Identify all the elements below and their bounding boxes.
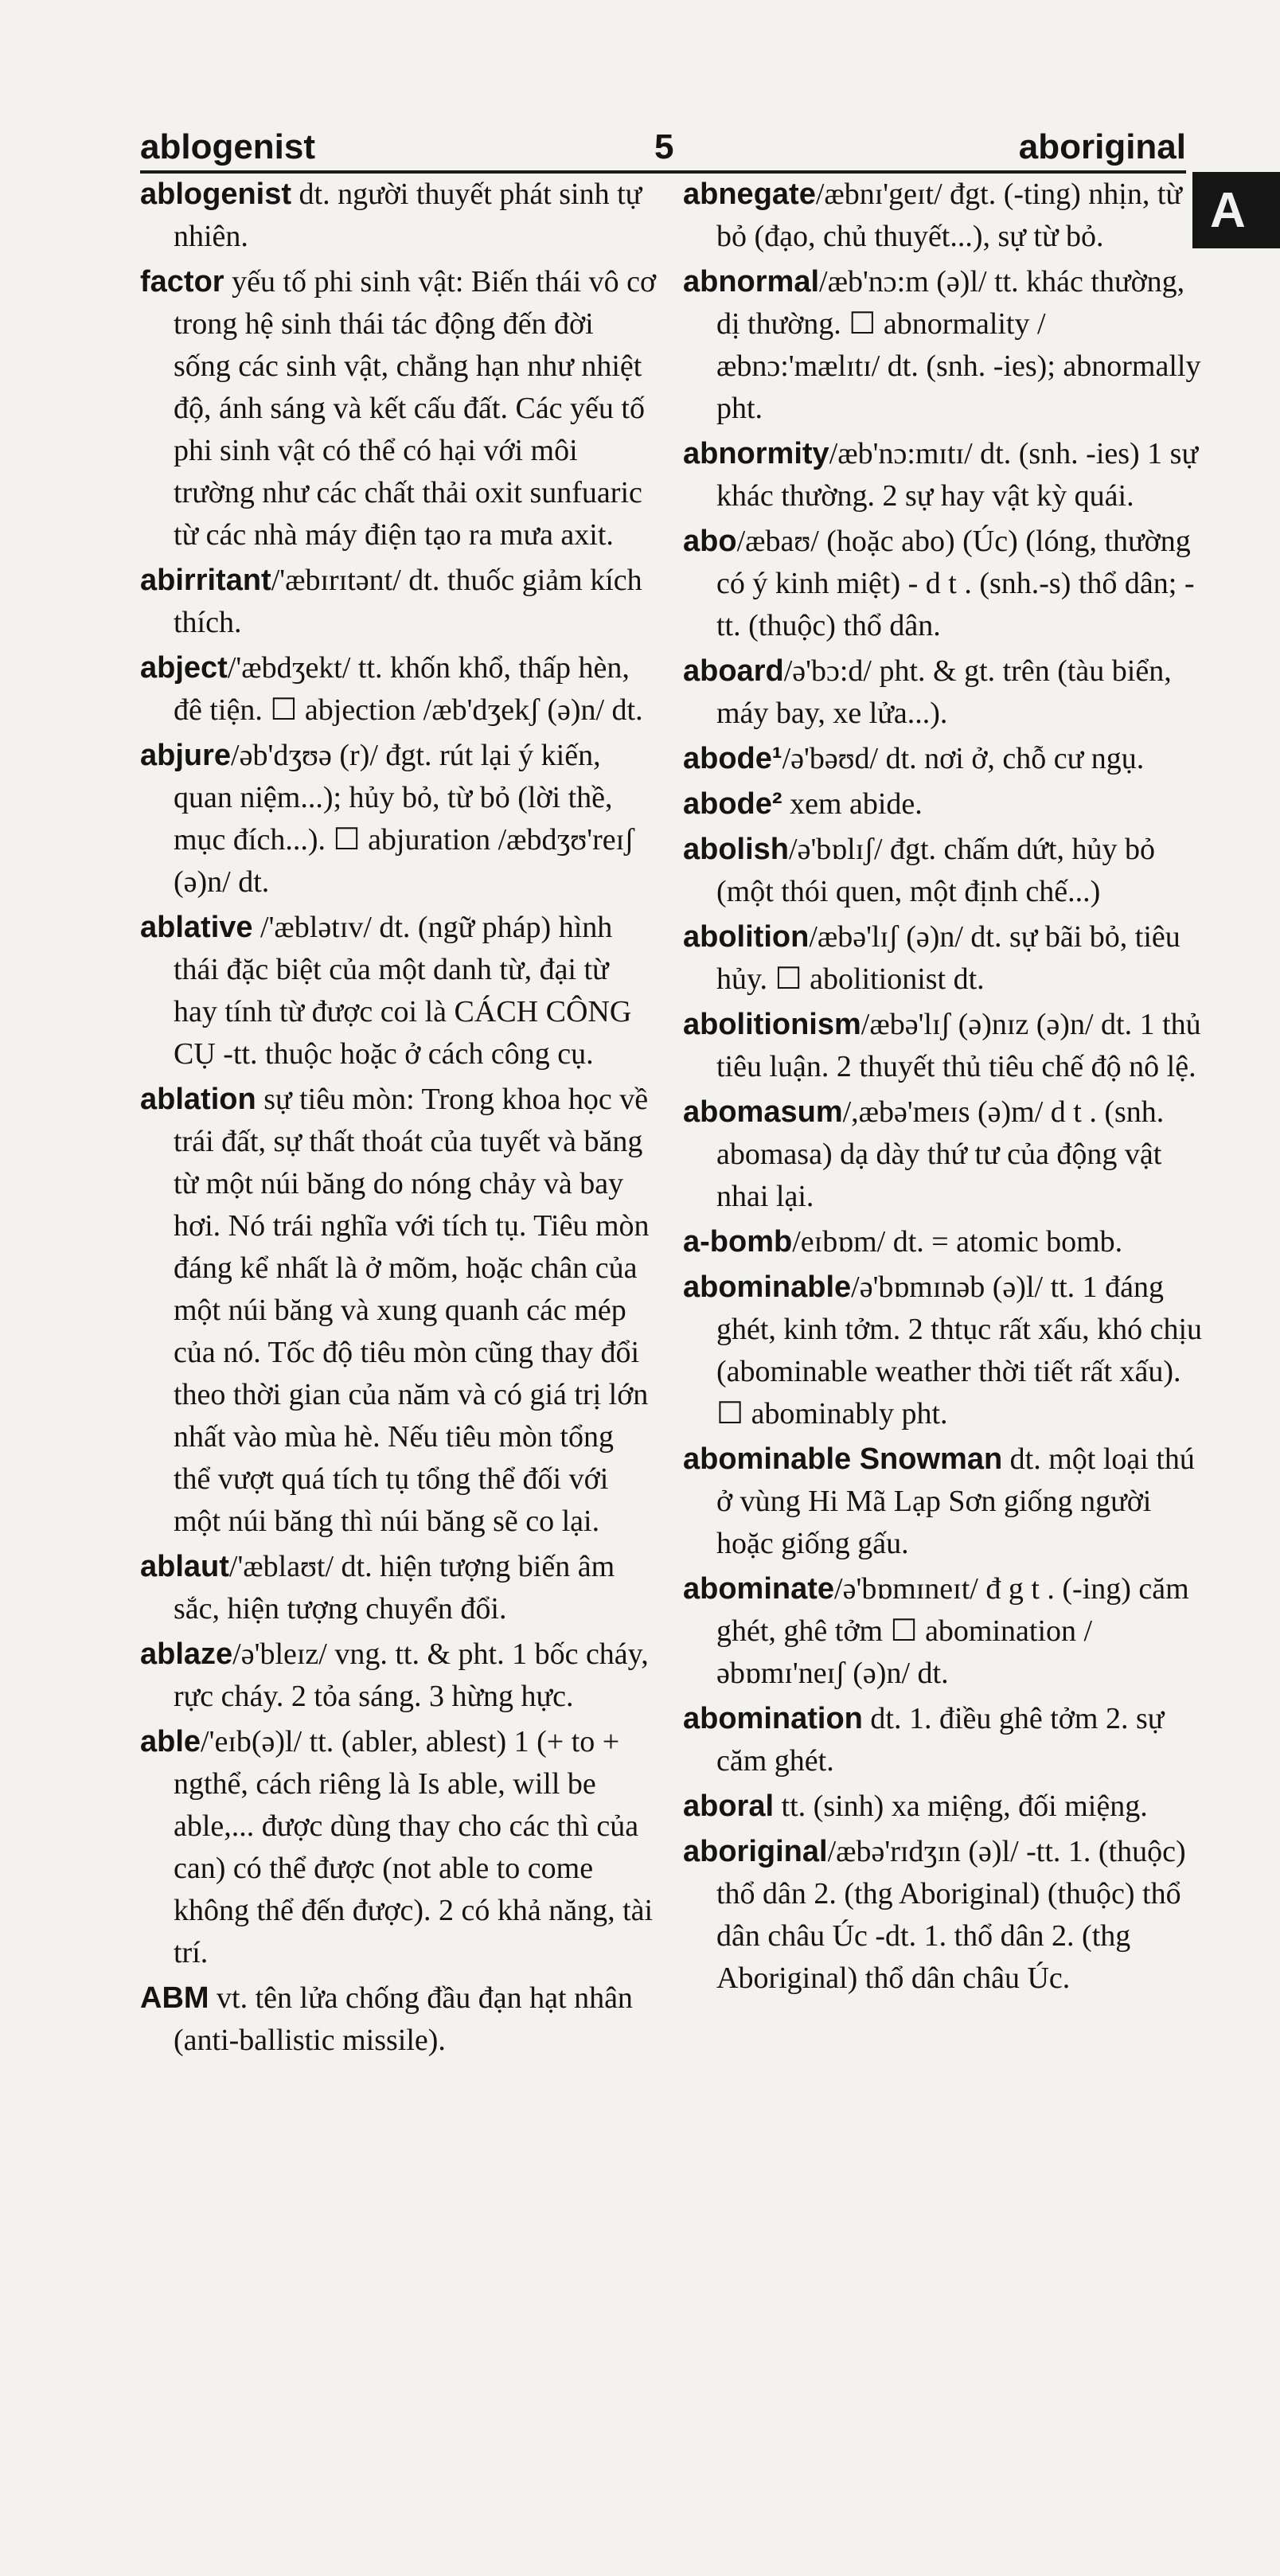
headword: abode¹ xyxy=(683,742,782,775)
headword: aboriginal xyxy=(683,1835,828,1868)
dictionary-entry xyxy=(683,1091,1208,1218)
dictionary-entry xyxy=(683,1267,1208,1435)
definition: /æbaʊ/ (hoặc abo) (Úc) (lóng, thường có ý kinh miệt) - d t . (snh.-s) thổ dân; -tt. (thuộc) thổ dân. xyxy=(716,525,1195,642)
dictionary-entry xyxy=(683,783,1208,825)
definition: sự tiêu mòn: Trong khoa học về trái đất, sự thất thoát của tuyết và băng từ một núi băng do nóng chảy và bay hơi. Nó trái nghĩa với tích tụ. Tiêu mòn đáng kể nhất là ở mõm, hoặc chân của một núi băng và xung quanh các mép của nó. Tốc độ tiêu mòn cũng thay đổi theo thời gian của năm và có giá trị lớn nhất vào mùa hè. Nếu tiêu mòn tổng thể vượt quá tích tụ tổng thể đối với một núi băng thì núi băng sẽ co lại. xyxy=(174,1083,650,1538)
left-guide-word: ablogenist xyxy=(140,127,316,166)
headword: abomasum xyxy=(683,1095,843,1129)
headword: abject xyxy=(140,651,228,685)
right-column xyxy=(683,174,1208,2003)
dictionary-entry xyxy=(683,1786,1208,1828)
left-column xyxy=(140,174,658,2065)
headword: abominate xyxy=(683,1572,835,1606)
dictionary-entry xyxy=(140,1721,658,1974)
dictionary-entry xyxy=(140,647,658,732)
dictionary-entry xyxy=(683,1568,1208,1695)
headword: abolitionism xyxy=(683,1008,861,1041)
definition: /æbə'lɪʃ (ə)n/ dt. sự bãi bỏ, tiêu hủy. ☐ abolitionist dt. xyxy=(716,920,1180,996)
definition: /'æblaʊt/ dt. hiện tượng biến âm sắc, hiện tượng chuyển đổi. xyxy=(174,1550,615,1626)
dictionary-entry xyxy=(140,1546,658,1630)
definition: tt. (sinh) xa miệng, đối miệng. xyxy=(781,1790,1148,1823)
definition: /'æbdʒekt/ tt. khốn khổ, thấp hèn, đê tiện. ☐ abjection /æb'dʒekʃ (ə)n/ dt. xyxy=(174,651,643,727)
dictionary-entry xyxy=(683,1004,1208,1088)
dictionary-entry xyxy=(683,1698,1208,1782)
definition: /æbə'rɪdʒɪn (ə)l/ -tt. 1. (thuộc) thổ dân 2. (thg Aboriginal) (thuộc) thổ dân châu Úc -dt. 1. thổ dân 2. (thg Aboriginal) thổ dân châu Úc. xyxy=(716,1835,1186,1995)
dictionary-entry xyxy=(683,1831,1208,2000)
dictionary-entry xyxy=(683,174,1208,258)
headword: aboral xyxy=(683,1790,775,1823)
headword: aboard xyxy=(683,654,784,688)
definition: /æb'nɔ:mɪtɪ/ dt. (snh. -ies) 1 sự khác thường. 2 sự hay vật kỳ quái. xyxy=(716,437,1199,513)
headword: able xyxy=(140,1725,201,1758)
definition: /'æbɪrɪtənt/ dt. thuốc giảm kích thích. xyxy=(174,564,642,639)
dictionary-entry xyxy=(140,735,658,904)
dictionary-entry xyxy=(140,560,658,644)
thumb-index-tab: A xyxy=(1192,172,1280,248)
headword: abirritant xyxy=(140,564,271,597)
definition: /æbə'lɪʃ (ə)nɪz (ə)n/ dt. 1 thủ tiêu luận. 2 thuyết thủ tiêu chế độ nô lệ. xyxy=(716,1008,1201,1083)
definition: yếu tố phi sinh vật: Biến thái vô cơ trong hệ sinh thái tác động đến đời sống các sinh vật, chẳng hạn như nhiệt độ, ánh sáng và kết cấu đất. Các yếu tố phi sinh vật có thể có hại với môi trường như các chất thải oxit sunfuaric từ các nhà máy điện tạo ra mưa axit. xyxy=(174,265,657,552)
page-header xyxy=(140,119,1186,174)
headword: abnormal xyxy=(683,265,820,299)
dictionary-entry xyxy=(140,907,658,1075)
definition: /ə'bleɪz/ vng. tt. & pht. 1 bốc cháy, rực cháy. 2 tỏa sáng. 3 hừng hực. xyxy=(174,1637,649,1713)
dictionary-entry xyxy=(683,829,1208,913)
right-guide-word: aboriginal xyxy=(1018,127,1186,166)
definition: /ə'bɔ:d/ pht. & gt. trên (tàu biển, máy bay, xe lửa...). xyxy=(716,654,1172,730)
headword: abomination xyxy=(683,1702,863,1735)
definition: dt. một loại thú ở vùng Hi Mã Lạp Sơn giống người hoặc giống gấu. xyxy=(716,1442,1195,1560)
definition: /ə'bɒlɪʃ/ đgt. chấm dứt, hủy bỏ (một thói quen, một định chế...) xyxy=(716,833,1156,908)
dictionary-entry xyxy=(683,738,1208,780)
dictionary-entry xyxy=(140,1633,658,1718)
definition: dt. 1. điều ghê tởm 2. sự căm ghét. xyxy=(716,1702,1165,1778)
headword: abominable xyxy=(683,1270,852,1304)
headword: a-bomb xyxy=(683,1225,793,1259)
headword: abolition xyxy=(683,920,810,954)
definition: /,æbə'meɪs (ə)m/ d t . (snh. abomasa) dạ dày thứ tư của động vật nhai lại. xyxy=(716,1095,1165,1213)
dictionary-entry xyxy=(683,261,1208,430)
headword: ablogenist xyxy=(140,178,292,211)
dictionary-entry xyxy=(683,1221,1208,1263)
definition: dt. người thuyết phát sinh tự nhiên. xyxy=(174,178,642,253)
headword: abjure xyxy=(140,739,232,772)
headword: abode² xyxy=(683,787,782,821)
dictionary-entry xyxy=(140,1977,658,2062)
definition: /æbnɪ'geɪt/ đgt. (-ting) nhịn, từ bỏ (đạo, chủ thuyết...), sự từ bỏ. xyxy=(716,178,1183,253)
headword: abolish xyxy=(683,833,790,866)
headword: abo xyxy=(683,525,737,558)
definition: /əb'dʒʊə (r)/ đgt. rút lại ý kiến, quan niệm...); hủy bỏ, từ bỏ (lời thề, mục đích...). ☐ abjuration /æbdʒʊ'reɪʃ (ə)n/ dt. xyxy=(174,739,634,899)
dictionary-entry xyxy=(683,1438,1208,1565)
definition: /'æblətɪv/ dt. (ngữ pháp) hình thái đặc biệt của một danh từ, đại từ hay tính từ được coi là CÁCH CÔNG CỤ -tt. thuộc hoặc ở cách công cụ. xyxy=(174,911,632,1071)
dictionary-entry xyxy=(140,174,658,258)
definition: vt. tên lửa chống đầu đạn hạt nhân (anti-ballistic missile). xyxy=(174,1981,633,2057)
dictionary-entry xyxy=(683,433,1208,517)
definition: xem abide. xyxy=(790,787,923,821)
headword: abnormity xyxy=(683,437,829,470)
definition: /æb'nɔ:m (ə)l/ tt. khác thường, dị thường. ☐ abnormality /æbnɔ:'mælɪtɪ/ dt. (snh. -ies); abnormally pht. xyxy=(716,265,1201,425)
headword: ABM xyxy=(140,1981,209,2015)
dictionary-entry xyxy=(683,521,1208,647)
headword: factor xyxy=(140,265,224,299)
headword: ablation xyxy=(140,1083,256,1116)
headword: abominable Snowman xyxy=(683,1442,1003,1476)
headword: ablaze xyxy=(140,1637,233,1671)
dictionary-entry xyxy=(683,916,1208,1001)
headword: ablaut xyxy=(140,1550,229,1583)
page-number: 5 xyxy=(654,127,674,166)
dictionary-entry xyxy=(683,650,1208,735)
definition: /eɪbɒm/ dt. = atomic bomb. xyxy=(792,1225,1123,1259)
definition: /'eɪb(ə)l/ tt. (abler, ablest) 1 (+ to + ngthể, cách riêng là Is able, will be able,... được dùng thay cho các thì của can) có thể được (not able to come không thể đến được). 2 có khả năng, tài trí. xyxy=(174,1725,654,1969)
definition: /ə'bɒmɪnəb (ə)l/ tt. 1 đáng ghét, kinh tởm. 2 thtục rất xấu, khó chịu (abominable weather thời tiết rất xấu). ☐ abominably pht. xyxy=(716,1270,1203,1430)
definition: /ə'bɒmɪneɪt/ đ g t . (-ing) căm ghét, ghê tởm ☐ abomination /əbɒmɪ'neɪʃ (ə)n/ dt. xyxy=(716,1572,1189,1690)
headword: ablative xyxy=(140,911,253,944)
dictionary-entry xyxy=(140,1079,658,1543)
dictionary-entry xyxy=(140,261,658,556)
headword: abnegate xyxy=(683,178,816,211)
definition: /ə'bəʊd/ dt. nơi ở, chỗ cư ngụ. xyxy=(782,742,1145,775)
